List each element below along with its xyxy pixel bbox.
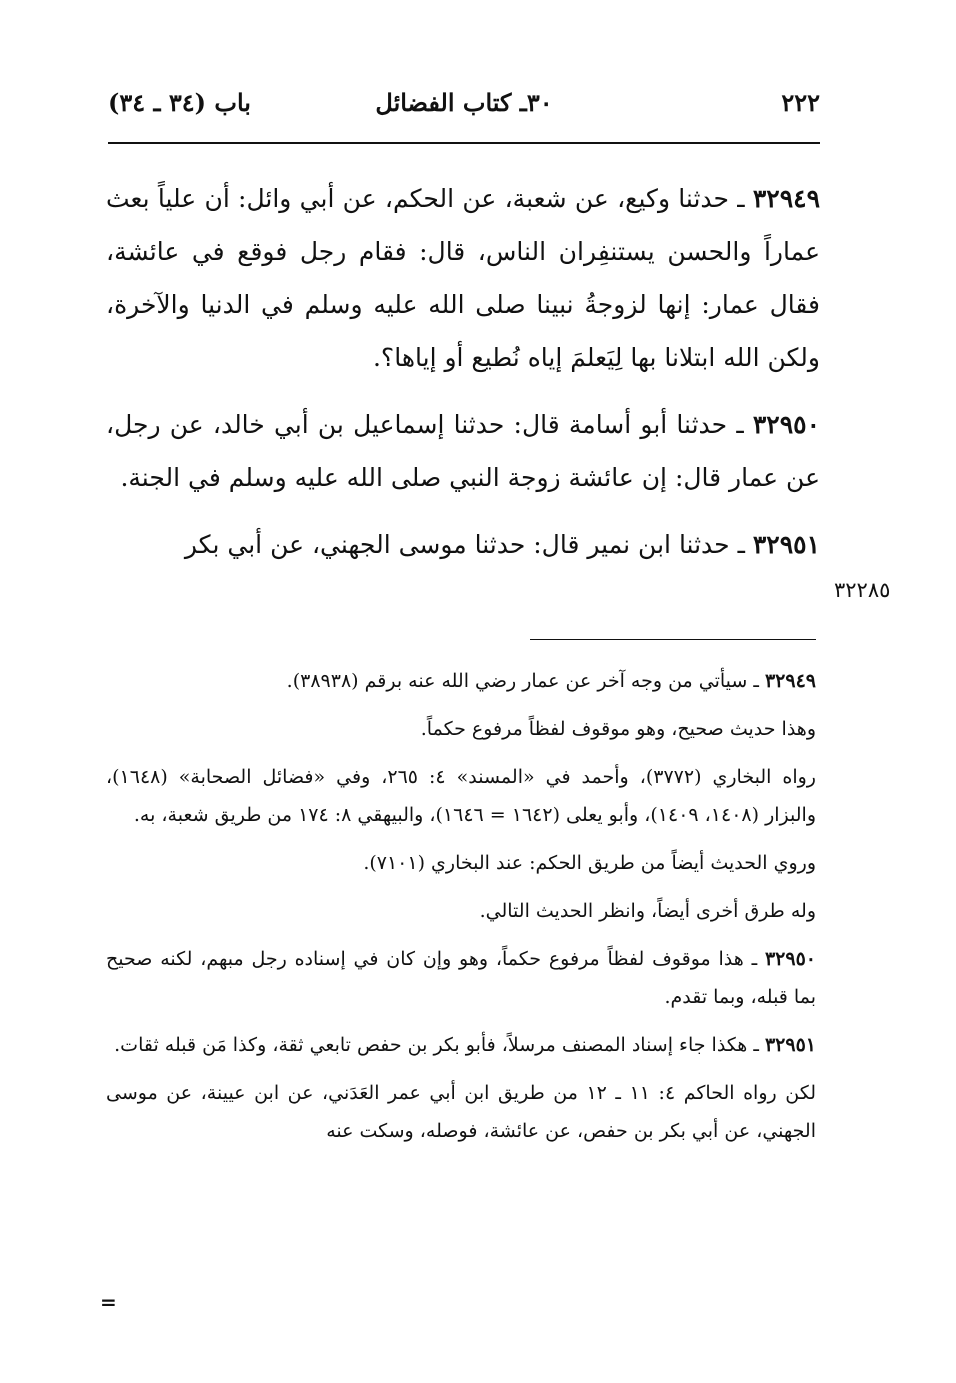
footnote xyxy=(106,940,816,1016)
hadith-paragraph xyxy=(106,518,820,571)
footnote-text: لكن رواه الحاكم ٤: ١١ ـ ١٢ من طريق ابن أبي عمر العَدَني، عن ابن عيينة، عن موسى الجهني، عن أبي بكر بن حفص، عن عائشة، فوصله، وسكت عنه xyxy=(106,1082,816,1142)
footnote-text: وله طرق أخرى أيضاً، وانظر الحديث التالي. xyxy=(479,900,816,922)
hadith-paragraph xyxy=(106,172,820,384)
footnote xyxy=(106,662,816,700)
page-header xyxy=(108,88,820,128)
main-text xyxy=(106,172,820,585)
chapter-title: باب (٣٤ ـ ٣٤) xyxy=(108,88,251,117)
footnotes xyxy=(106,662,816,1160)
footnote xyxy=(106,844,816,882)
footnote-text: ـ هذا موقوف لفظاً مرفوع حكماً، وهو وإن كان في إسناده رجل مبهم، لكنه صحيح بما قبله، وبما تقدم. xyxy=(106,948,816,1008)
footnote-rule xyxy=(530,639,816,640)
footnote-number: ٣٢٩٥١ xyxy=(764,1034,816,1056)
footnote-text: وروي الحديث أيضاً من طريق الحكم: عند البخاري (٧١٠١). xyxy=(363,852,816,874)
hadith-paragraph xyxy=(106,398,820,504)
footnote-text: ـ سيأتي من وجه آخر عن عمار رضي الله عنه برقم (٣٨٩٣٨). xyxy=(286,670,765,692)
hadith-number: ٣٢٩٤٩ xyxy=(752,184,820,213)
margin-reference: ٣٢٢٨٥ xyxy=(834,578,891,602)
footnote-number: ٣٢٩٥٠ xyxy=(764,948,816,970)
footnote xyxy=(106,892,816,930)
page-number: ٢٢٢ xyxy=(781,88,820,117)
footnote xyxy=(106,758,816,834)
footnote-number: ٣٢٩٤٩ xyxy=(764,670,816,692)
footnote-text: رواه البخاري (٣٧٧٢)، وأحمد في «المسند» ٤: ٢٦٥، وفي «فضائل الصحابة» (١٦٤٨)، والبزار (١٤٠٨، ١٤٠٩)، وأبو يعلى (١٦٤٢ = ١٦٤٦)، والبيهقي ٨: ١٧٤ من طريق شعبة، به. xyxy=(106,766,816,826)
footnote xyxy=(106,1074,816,1150)
footnote-text: ـ هكذا جاء إسناد المصنف مرسلاً، فأبو بكر بن حفص تابعي ثقة، وكذا مَن قبله ثقات. xyxy=(114,1034,765,1056)
header-rule xyxy=(108,142,820,144)
hadith-number: ٣٢٩٥١ xyxy=(752,530,820,559)
hadith-text: ـ حدثنا ابن نمير قال: حدثنا موسى الجهني، عن أبي بكر xyxy=(184,530,753,559)
footnote-text: وهذا حديث صحيح، وهو موقوف لفظاً مرفوع حكماً. xyxy=(420,718,816,740)
footnote xyxy=(106,710,816,748)
book-title: ٣٠ـ كتاب الفضائل xyxy=(375,88,553,117)
continuation-mark: = xyxy=(100,1290,117,1314)
hadith-number: ٣٢٩٥٠ xyxy=(752,410,820,439)
hadith-text: ـ حدثنا أبو أسامة قال: حدثنا إسماعيل بن أبي خالد، عن رجل، عن عمار قال: إن عائشة زوجة النبي صلى الله عليه وسلم في الجنة. xyxy=(106,410,820,492)
hadith-text: ـ حدثنا وكيع، عن شعبة، عن الحكم، عن أبي وائل: أن علياً بعث عماراً والحسن يستنفِران الناس، قال: فقام رجل فوقع في عائشة، فقال عمار: إنها لزوجةُ نبينا صلى الله عليه وسلم في الدنيا والآخرة، ولكن الله ابتلانا بها لِيَعلمَ إياه نُطيع أو إياها؟. xyxy=(106,184,820,372)
footnote xyxy=(106,1026,816,1064)
